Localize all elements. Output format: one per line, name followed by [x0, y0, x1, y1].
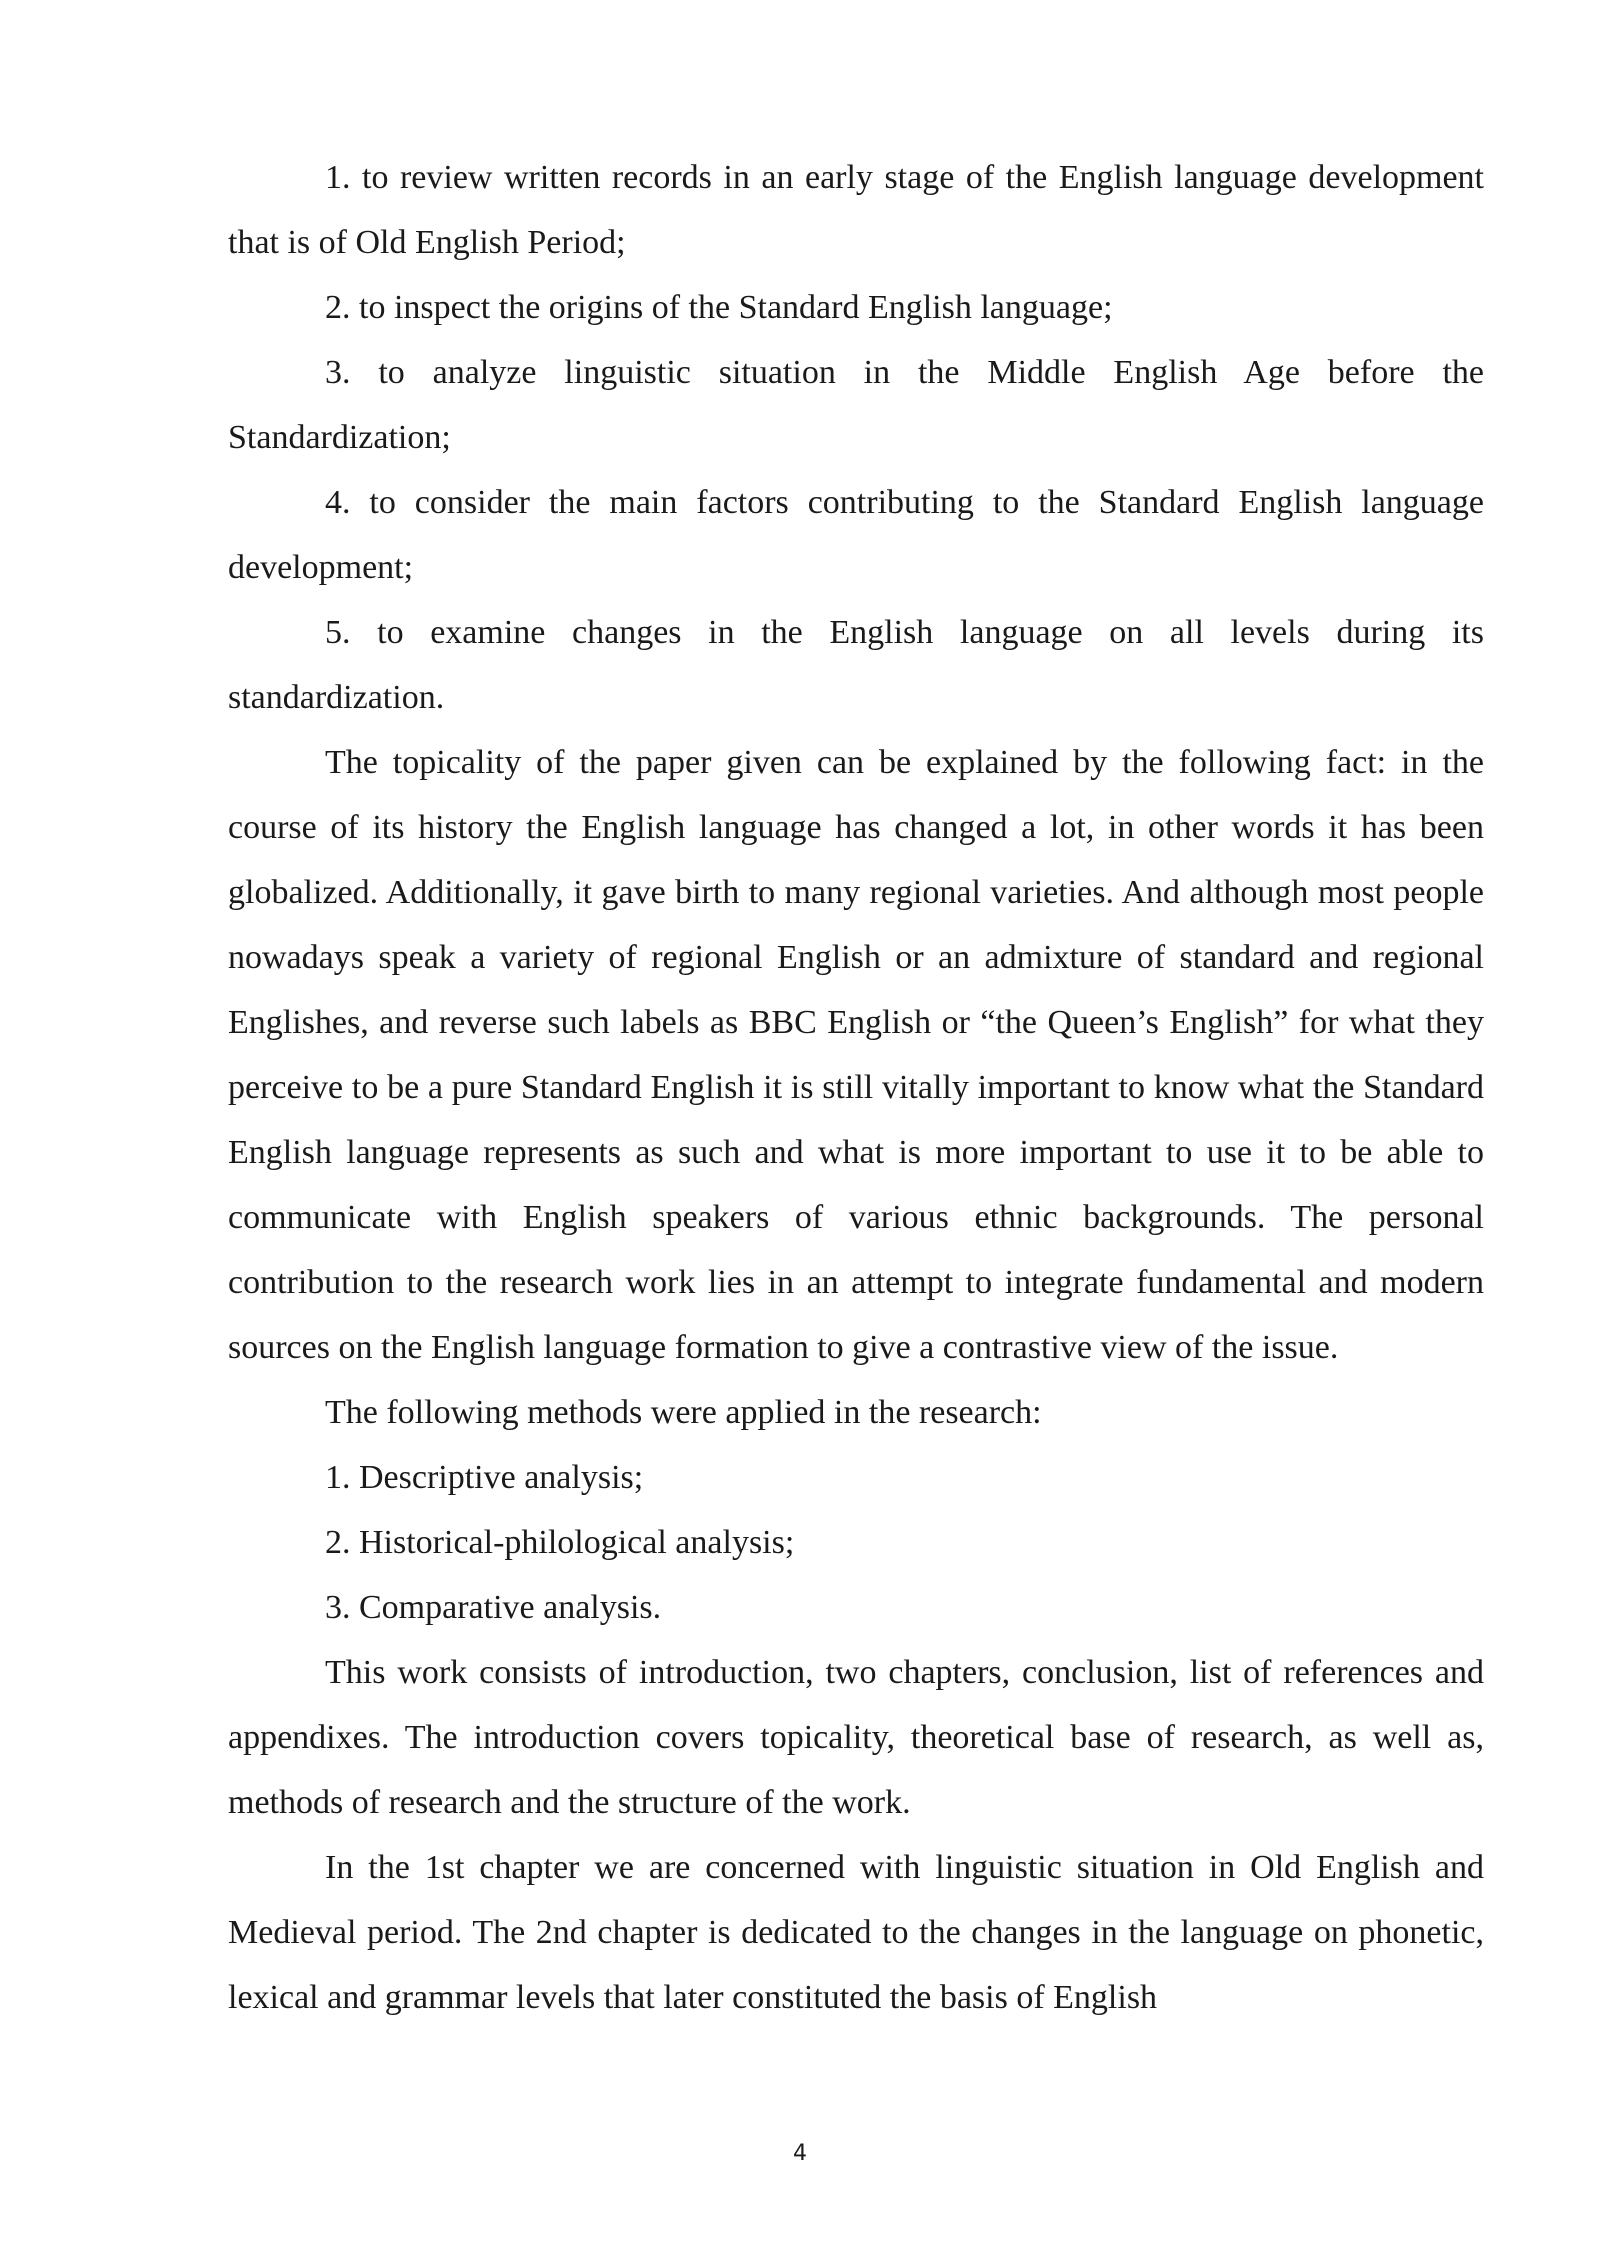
chapters-paragraph: In the 1st chapter we are concerned with linguistic situation in Old English and Medieval period. The 2nd chapter is dedicated to the changes in the language on phonetic, lexical and grammar levels that later constituted the basis of English [228, 1849, 1484, 2016]
task-item-3: 3. to analyze linguistic situation in the Middle English Age before the Standardization; [228, 354, 1484, 456]
task-item-1: 1. to review written records in an early stage of the English language development that is of Old English Period; [228, 159, 1484, 261]
method-item-2: 2. Historical-philological analysis; [325, 1524, 795, 1561]
topicality-paragraph: The topicality of the paper given can be explained by the following fact: in the course of its history the English language has changed a lot, in other words it has been globalized. Additionally, it gave birth to many regional varieties. And although most people nowadays speak a variety of regional English or an admixture of standard and regional Englishes, and reverse such labels as BBC English or “the Queen’s English” for what they perceive to be a pure Standard English it is still vitally important to know what the Standard English language represents as such and what is more important to use it to be able to communicate with English speakers of various ethnic backgrounds. The personal contribution to the research work lies in an attempt to integrate fundamental and modern sources on the English language formation to give a contrastive view of the issue. [228, 744, 1484, 1366]
structure-paragraph: This work consists of introduction, two chapters, conclusion, list of references and appendixes. The introduction covers topicality, theoretical base of research, as well as, methods of research and the structure of the work. [228, 1654, 1484, 1821]
task-item-4: 4. to consider the main factors contributing to the Standard English language development; [228, 484, 1484, 586]
method-item-3: 3. Comparative analysis. [325, 1589, 662, 1626]
methods-intro: The following methods were applied in the research: [325, 1394, 1042, 1431]
method-item-1: 1. Descriptive analysis; [325, 1459, 644, 1496]
body-text [228, 145, 1484, 2030]
task-item-5: 5. to examine changes in the English language on all levels during its standardization. [228, 614, 1484, 716]
page-number: 4 [793, 2141, 807, 2166]
task-item-2: 2. to inspect the origins of the Standard English language; [325, 289, 1113, 326]
